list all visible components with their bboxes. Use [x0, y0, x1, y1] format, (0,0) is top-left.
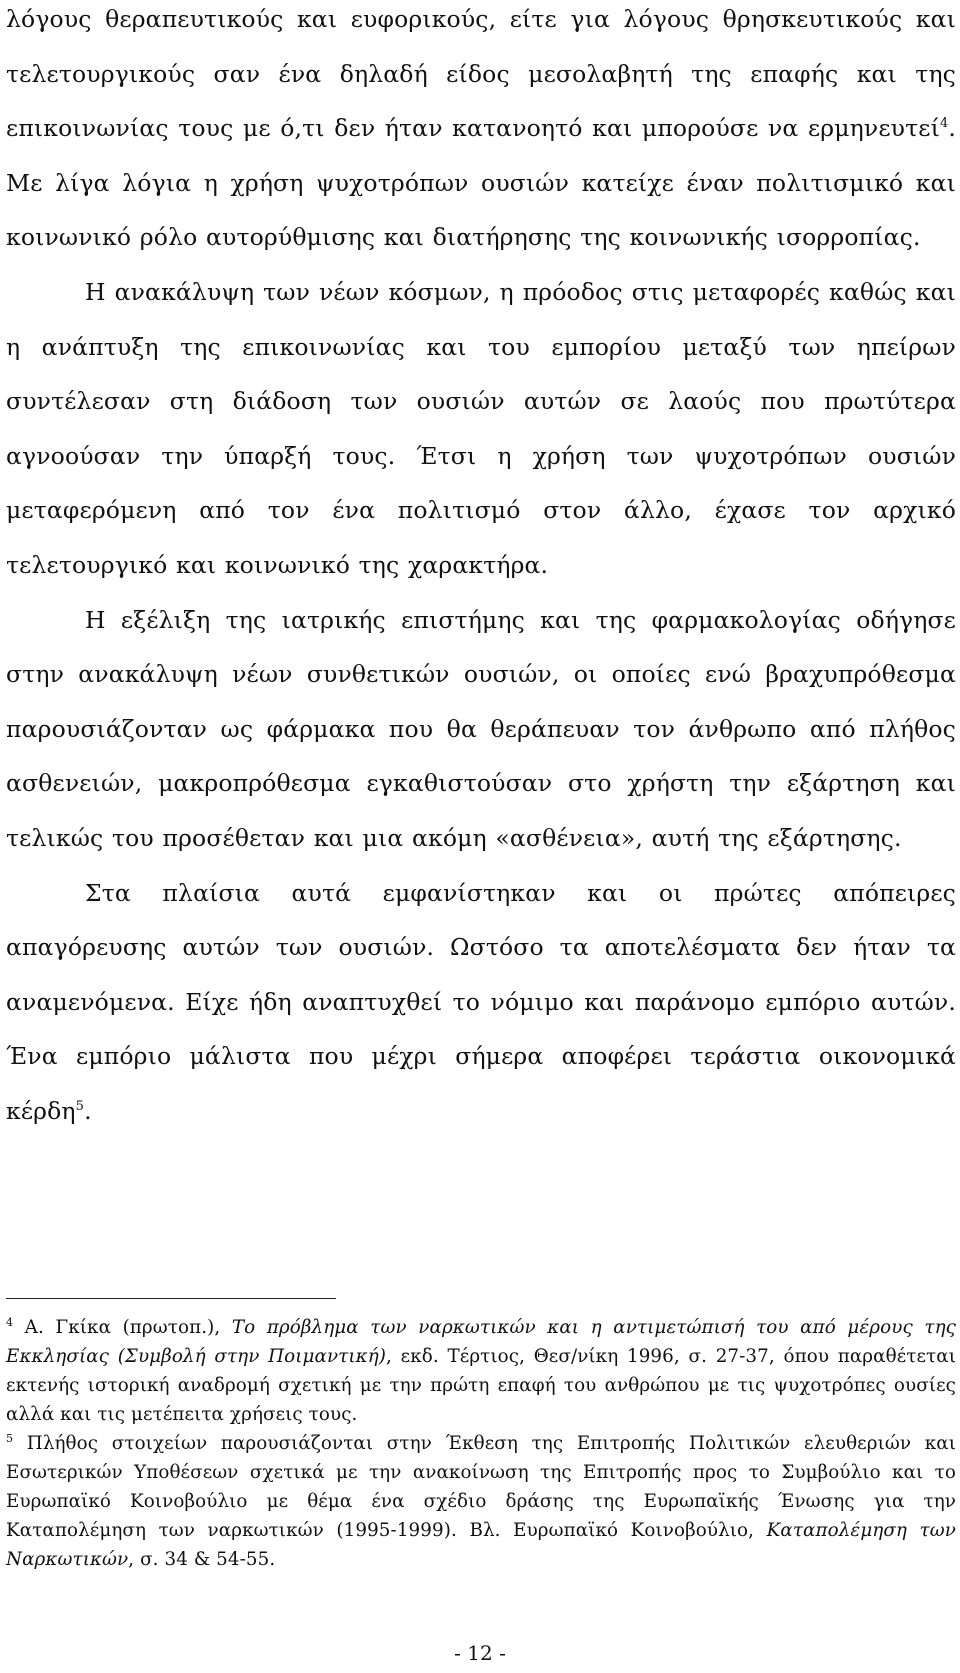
paragraph-4 [6, 866, 956, 1139]
footnote-5-lead: Πλήθος στοιχείων παρουσιάζονται στην Έκθεση της Επιτροπής Πολιτικών ελευθεριών και Εσωτερικών Υποθέσεων σχετικά με την ανακοίνωση της Επιτροπής προς το Συμβούλιο και το Ευρωπαϊκό Κοινοβούλιο με θέμα ένα σχέδιο δράσης της Ευρωπαϊκής Ένωσης για την Καταπολέμηση των ναρκωτικών (1995-1999). Βλ. Ευρωπαϊκό Κοινοβούλιο, [6, 1433, 956, 1541]
page-number: - 12 - [454, 1641, 506, 1665]
footnote-4 [6, 1313, 956, 1429]
footnote-5-number: 5 [6, 1431, 14, 1445]
paragraph-2: Η ανακάλυψη των νέων κόσμων, η πρόοδος στις μεταφορές καθώς και η ανάπτυξη της επικοινωνίας και του εμπορίου μεταξύ των ηπείρων συντέλεσαν στη διάδοση των ουσιών αυτών σε λαούς που πρωτύτερα αγνοούσαν την ύπαρξή τους. Έτσι η χρήση των ψυχοτρόπων ουσιών μεταφερόμενη από τον ένα πολιτισμό στον άλλο, έχασε τον αρχικό τελετουργικό και κοινωνικό της χαρακτήρα. [6, 277, 956, 579]
footnote-5 [6, 1429, 956, 1574]
footnote-5-rest: , σ. 34 & 54-55. [128, 1549, 276, 1570]
footnotes [6, 1313, 956, 1574]
footnote-4-number: 4 [6, 1315, 14, 1329]
paragraph-4-text: Στα πλαίσια αυτά εμφανίστηκαν και οι πρώτες απόπειρες απαγόρευσης αυτών των ουσιών. Ωστόσο τα αποτελέσματα δεν ήταν τα αναμενόμενα. Είχε ήδη αναπτυχθεί το νόμιμο και παράνομο εμπόριο αυτών. Ένα εμπόριο μάλιστα που μέχρι σήμερα αποφέρει τεράστια οικονομικά κέρδη [6, 878, 956, 1125]
footnote-4-lead: Α. Γκίκα (πρωτοπ.), [13, 1317, 232, 1338]
paragraph-1 [6, 0, 956, 265]
paragraph-4-tail: . [84, 1096, 92, 1125]
main-text [6, 0, 956, 1138]
footnote-4-rest: , εκδ. Τέρτιος, Θεσ/νίκη 1996, σ. 27-37, όπου παραθέτεται εκτενής ιστορική αναδρομή σχετική με την πρώτη επαφή του ανθρώπου με τις ψυχοτρόπες ουσίες αλλά και τις μετέπειτα χρήσεις τους. [6, 1346, 956, 1425]
paragraph-3: Η εξέλιξη της ιατρικής επιστήμης και της φαρμακολογίας οδήγησε στην ανακάλυψη νέων συνθετικών ουσιών, οι οποίες ενώ βραχυπρόθεσμα παρουσιάζονταν ως φάρμακα που θα θεράπευαν τον άνθρωπο από πλήθος ασθενειών, μακροπρόθεσμα εγκαθιστούσαν στο χρήστη την εξάρτηση και τελικώς του προσέθεταν και μια ακόμη «ασθένεια», αυτή της εξάρτησης. [6, 605, 956, 852]
paragraph-1-tail: . Με λίγα λόγια η χρήση ψυχοτρόπων ουσιών κατείχε έναν πολιτισμικό και κοινωνικό ρόλο αυτορύθμισης και διατήρησης της κοινωνικής ισορροπίας. [6, 114, 956, 252]
paragraph-1-text: λόγους θεραπευτικούς και ευφορικούς, είτε για λόγους θρησκευτικούς και τελετουργικούς σαν ένα δηλαδή είδος μεσολαβητή της επαφής και της επικοινωνίας τους με ό,τι δεν ήταν κατανοητό και μπορούσε να ερμηνευτεί [6, 5, 956, 143]
footnote-5-title: Καταπολέμηση των Ναρκωτικών [6, 1520, 956, 1570]
footnote-4-title: Το πρόβλημα των ναρκωτικών και η αντιμετώπισή του από μέρους της Εκκλησίας (Συμβολή στην Ποιμαντική) [6, 1317, 956, 1367]
footnote-ref-4[interactable]: 4 [939, 116, 949, 132]
footnote-separator [6, 1298, 336, 1299]
footnote-ref-5[interactable]: 5 [75, 1099, 85, 1115]
